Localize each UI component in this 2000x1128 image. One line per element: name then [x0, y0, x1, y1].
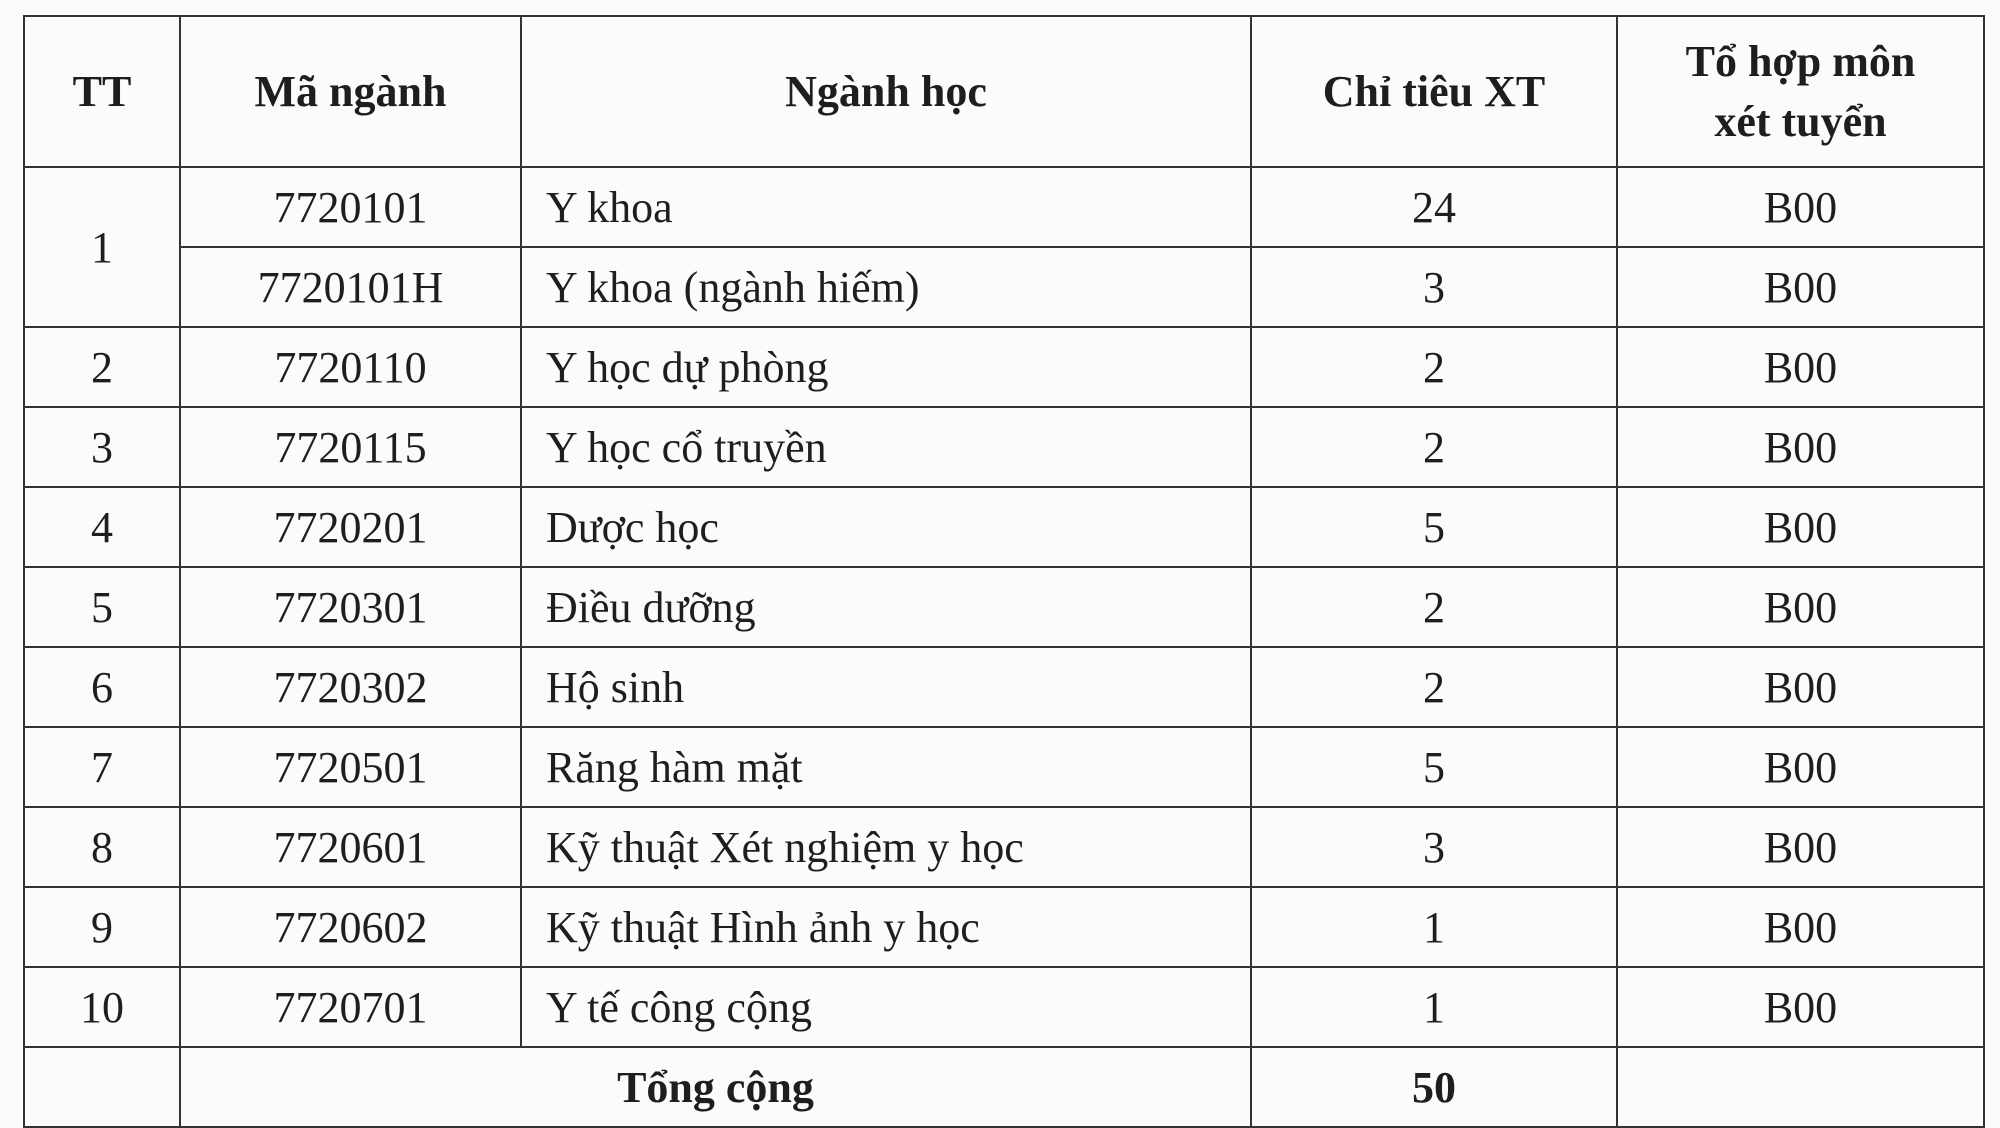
row-major: Kỹ thuật Xét nghiệm y học: [521, 807, 1251, 887]
row-code: 7720501: [180, 727, 521, 807]
row-code: 7720602: [180, 887, 521, 967]
row-combo: B00: [1617, 167, 1984, 247]
row-major: Y tế công cộng: [521, 967, 1251, 1047]
row-tt: 4: [24, 487, 180, 567]
row-quota: 2: [1251, 407, 1617, 487]
table-row: [24, 967, 1984, 1047]
admission-quota-table: [23, 15, 1985, 1128]
header-combo: [1617, 16, 1984, 167]
table-row: [24, 567, 1984, 647]
header-row: [24, 16, 1984, 167]
row-code: 7720301: [180, 567, 521, 647]
row-tt: 5: [24, 567, 180, 647]
row-major: Y học cổ truyền: [521, 407, 1251, 487]
total-row: [24, 1047, 1984, 1127]
row-tt: 2: [24, 327, 180, 407]
row-tt: 7: [24, 727, 180, 807]
row-tt: 10: [24, 967, 180, 1047]
row-major: Điều dưỡng: [521, 567, 1251, 647]
row-tt: 9: [24, 887, 180, 967]
row-combo: B00: [1617, 727, 1984, 807]
table-row: [24, 807, 1984, 887]
row-combo: B00: [1617, 407, 1984, 487]
row-code: 7720110: [180, 327, 521, 407]
row-quota: 3: [1251, 807, 1617, 887]
row-tt: 1: [24, 167, 180, 327]
header-major: Ngành học: [521, 16, 1251, 167]
row-major: Kỹ thuật Hình ảnh y học: [521, 887, 1251, 967]
row-combo: B00: [1617, 887, 1984, 967]
total-quota: 50: [1251, 1047, 1617, 1127]
row-code: 7720115: [180, 407, 521, 487]
row-quota: 2: [1251, 647, 1617, 727]
row-major: Y khoa (ngành hiếm): [521, 247, 1251, 327]
row-code: 7720601: [180, 807, 521, 887]
row-quota: 1: [1251, 887, 1617, 967]
row-major: Dược học: [521, 487, 1251, 567]
row-combo: B00: [1617, 967, 1984, 1047]
row-combo: B00: [1617, 487, 1984, 567]
row-tt: 3: [24, 407, 180, 487]
table-row: [24, 327, 1984, 407]
row-quota: 24: [1251, 167, 1617, 247]
header-code: Mã ngành: [180, 16, 521, 167]
header-tt: TT: [24, 16, 180, 167]
row-major: Răng hàm mặt: [521, 727, 1251, 807]
row-quota: 5: [1251, 487, 1617, 567]
header-combo-line2: xét tuyển: [1714, 96, 1887, 146]
row-combo: B00: [1617, 327, 1984, 407]
row-combo: B00: [1617, 247, 1984, 327]
row-quota: 2: [1251, 567, 1617, 647]
row-major: Y khoa: [521, 167, 1251, 247]
row-combo: B00: [1617, 647, 1984, 727]
row-tt: 6: [24, 647, 180, 727]
row-major: Y học dự phòng: [521, 327, 1251, 407]
row-quota: 2: [1251, 327, 1617, 407]
row-quota: 3: [1251, 247, 1617, 327]
table-row: [24, 167, 1984, 247]
row-quota: 1: [1251, 967, 1617, 1047]
row-combo: B00: [1617, 567, 1984, 647]
row-quota: 5: [1251, 727, 1617, 807]
table-row: [24, 647, 1984, 727]
header-quota: Chỉ tiêu XT: [1251, 16, 1617, 167]
row-code: 7720302: [180, 647, 521, 727]
row-code: 7720101H: [180, 247, 521, 327]
table-row: [24, 727, 1984, 807]
header-combo-line1: Tổ hợp môn: [1685, 37, 1916, 87]
row-code: 7720201: [180, 487, 521, 567]
row-tt: 8: [24, 807, 180, 887]
total-label: Tổng cộng: [180, 1047, 1251, 1127]
row-code: 7720701: [180, 967, 521, 1047]
row-combo: B00: [1617, 807, 1984, 887]
row-code: 7720101: [180, 167, 521, 247]
table-row: [24, 247, 1984, 327]
table-row: [24, 407, 1984, 487]
table-row: [24, 887, 1984, 967]
row-major: Hộ sinh: [521, 647, 1251, 727]
table-row: [24, 487, 1984, 567]
